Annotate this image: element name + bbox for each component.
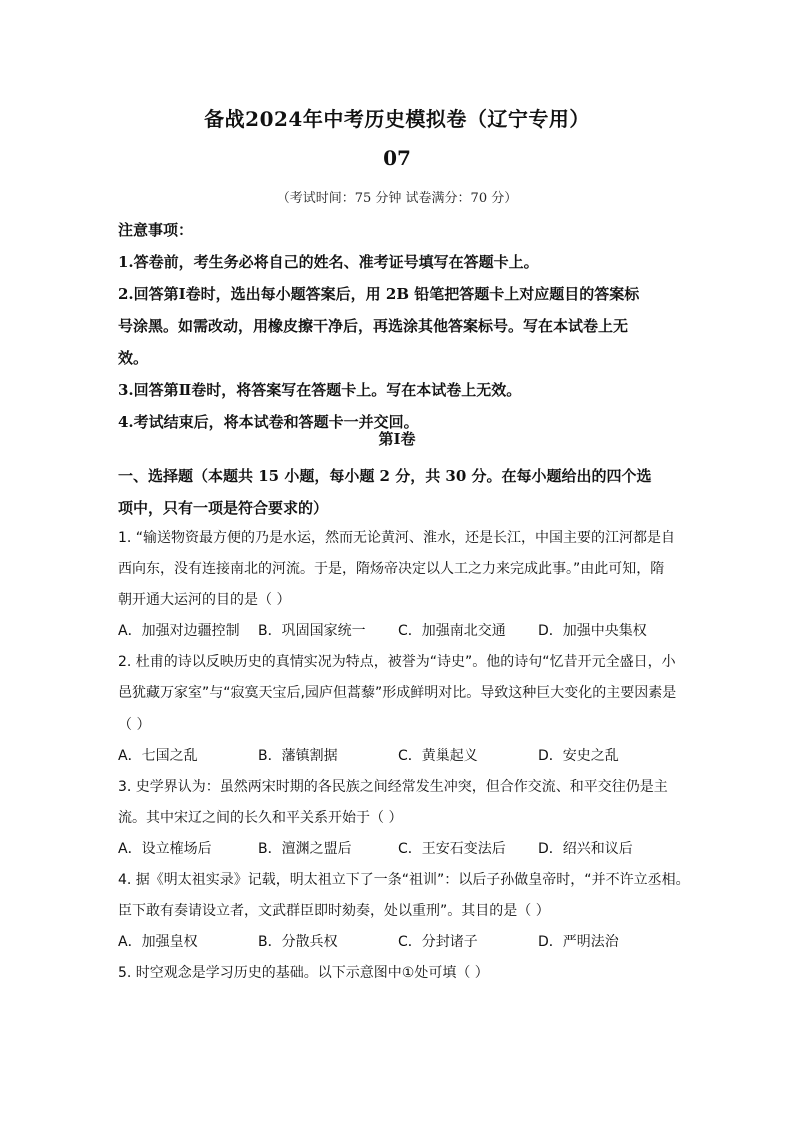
option-b: B．藩镇割据 [258, 747, 338, 764]
part-heading-line: 一、选择题（本题共 15 小题，每小题 2 分，共 30 分。在每小题给出的四个选 [118, 467, 652, 485]
exam-info: （考试时间：75 分钟 试卷满分：70 分） [276, 191, 518, 206]
question-4 [118, 865, 688, 958]
option-d: D．绍兴和议后 [538, 840, 633, 857]
option-d: D．安史之乱 [538, 747, 619, 764]
option-c: C．加强南北交通 [398, 623, 506, 640]
question-1 [118, 523, 688, 647]
question-text-line: 2. 杜甫的诗以反映历史的真情实况为特点，被誉为“诗史”。他的诗句“忆昔开元全盛日，小 [118, 654, 676, 671]
note-line: 号涂黑。如需改动，用橡皮擦干净后，再选涂其他答案标号。写在本试卷上无 [118, 317, 629, 335]
question-options [118, 616, 688, 647]
option-b: B．澶渊之盟后 [258, 840, 352, 857]
note-line: 1.答卷前，考生务必将自己的姓名、准考证号填写在答题卡上。 [118, 253, 539, 271]
exam-number: 07 [383, 146, 411, 170]
section-title: 第Ⅰ卷 [378, 430, 416, 448]
question-text-line: 流。其中宋辽之间的长久和平关系开始于（ ） [118, 809, 403, 826]
question-2 [118, 647, 688, 771]
option-d: D．严明法治 [538, 934, 619, 951]
option-b: B．巩固国家统一 [258, 623, 366, 640]
question-text-line: 邑犹藏万家室”与“寂寞天宝后,园庐但蒿藜”形成鲜明对比。导致这种巨大变化的主要因素是 [118, 685, 677, 702]
option-a: A．七国之乱 [118, 747, 198, 764]
question-list [118, 523, 688, 989]
question-text-line: 朝开通大运河的目的是（ ） [118, 592, 291, 609]
exam-title: 备战2024年中考历史模拟卷（辽宁专用） [204, 107, 590, 131]
option-b: B．分散兵权 [258, 934, 338, 951]
note-line: 4.考试结束后，将本试卷和答题卡一并交回。 [118, 413, 419, 431]
option-c: C．黄巢起义 [398, 747, 478, 764]
question-text-line: 西向东，没有连接南北的河流。于是，隋炀帝决定以人工之力来完成此事。”由此可知，隋 [118, 561, 665, 578]
option-d: D．加强中央集权 [538, 623, 647, 640]
note-line: 效。 [118, 349, 149, 367]
question-options [118, 741, 688, 772]
question-options [118, 834, 688, 865]
notes-section [118, 214, 688, 438]
option-a: A．加强皇权 [118, 934, 198, 951]
question-text-line: 臣下敢有奏请设立者，文武群臣即时劾奏，处以重刑”。其目的是（ ） [118, 903, 550, 920]
option-a: A．设立榷场后 [118, 840, 212, 857]
option-c: C．王安石变法后 [398, 840, 506, 857]
question-text-line: 5. 时空观念是学习历史的基础。以下示意图中①处可填（ ） [118, 965, 489, 982]
option-c: C．分封诸子 [398, 934, 478, 951]
option-a: A．加强对边疆控制 [118, 623, 240, 640]
question-text-line: 4. 据《明太祖实录》记载，明太祖立下了一条“祖训”：以后子孙做皇帝时，“并不许立丞相。 [118, 872, 690, 889]
note-line: 2.回答第Ⅰ卷时，选出每小题答案后，用 2B 铅笔把答题卡上对应题目的答案标 [118, 285, 640, 303]
question-3 [118, 772, 688, 865]
question-options [118, 927, 688, 958]
notes-heading: 注意事项： [118, 221, 194, 239]
note-line: 3.回答第Ⅱ卷时，将答案写在答题卡上。写在本试卷上无效。 [118, 381, 522, 399]
question-text-line: （ ） [118, 716, 151, 733]
question-text-line: 1. “输送物资最方便的乃是水运，然而无论黄河、淮水，还是长江，中国主要的江河都是自 [118, 530, 676, 546]
part-heading [118, 460, 688, 524]
question-5 [118, 958, 688, 989]
part-heading-line: 项中，只有一项是符合要求的） [118, 499, 329, 517]
question-text-line: 3. 史学界认为：虽然两宋时期的各民族之间经常发生冲突，但合作交流、和平交往仍是主 [118, 778, 668, 795]
